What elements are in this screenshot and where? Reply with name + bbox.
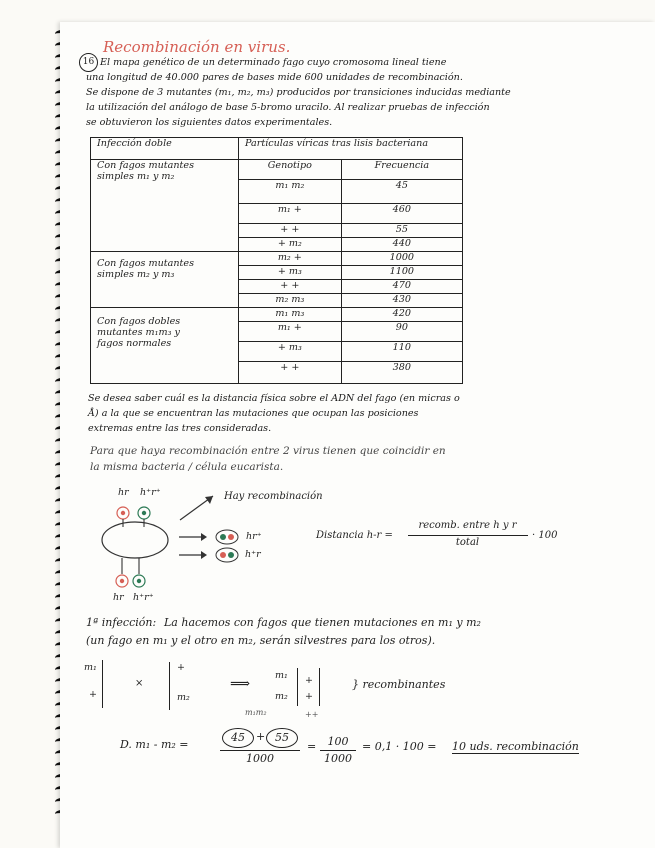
- table-cell-genotype: m₁ m₃: [239, 308, 342, 322]
- label-line: fagos normales: [97, 338, 172, 349]
- intro-line: El mapa genético de un determinado fago cuyo cromosoma lineal tiene: [100, 57, 447, 68]
- fraction-line: [320, 750, 356, 751]
- question-line: Å) a la que se encuentran las mutaciones que ocupan las posiciones: [88, 408, 419, 419]
- section-label-2: [91, 252, 239, 308]
- equation-plus: +: [256, 730, 266, 743]
- subheader-frequency: Frecuencia: [341, 160, 462, 180]
- label-line: simples m₂ y m₃: [97, 269, 175, 280]
- small-note: m₁m₂: [245, 708, 267, 717]
- diagram-top-label: h⁺r⁺: [140, 487, 161, 498]
- table-cell-genotype: m₁ m₂: [239, 180, 342, 204]
- intro-line: Se dispone de 3 mutantes (m₁, m₂, m₃) producidos por transiciones inducidas mediante: [86, 87, 511, 98]
- fraction-line: [408, 535, 528, 536]
- recombinant-virus-icon: [216, 530, 238, 562]
- data-table: [90, 137, 463, 384]
- distance-numerator: recomb. entre h y r: [418, 520, 517, 531]
- intro-line: la utilización del análogo de base 5-bromo uracilo. Al realizar pruebas de infección: [86, 102, 490, 113]
- fraction2-denominator: 1000: [324, 752, 352, 765]
- cross-arrow-icon: ⟹: [230, 676, 251, 692]
- diagram-bottom-label: hr: [113, 592, 124, 603]
- chromosome-line: [319, 668, 320, 706]
- small-note: ++: [305, 710, 319, 719]
- cross-left-top: m₁: [84, 662, 97, 673]
- label-line: mutantes m₁m₃ y: [97, 327, 180, 338]
- result-right-top: +: [305, 675, 313, 686]
- cross-middle-top: +: [177, 662, 185, 673]
- table-cell-frequency: 90: [341, 322, 462, 342]
- result-right-bottom: +: [305, 691, 313, 702]
- label-line: Con fagos dobles: [97, 316, 181, 327]
- question-line: Se desea saber cuál es la distancia física sobre el ADN del fago (en micras o: [88, 393, 460, 404]
- page-title: Recombinación en virus.: [103, 38, 291, 56]
- chromosome-line: [102, 660, 103, 708]
- cell-icon: [102, 522, 168, 558]
- fraction-line: [220, 750, 300, 751]
- question-line: extremas entre las tres consideradas.: [88, 423, 272, 434]
- table-cell-frequency: 430: [341, 294, 462, 308]
- table-cell-frequency: 55: [341, 224, 462, 238]
- diagram-top-label: hr: [118, 487, 129, 498]
- table-cell-genotype: + +: [239, 362, 342, 384]
- result-bottom: m₂: [275, 691, 288, 702]
- distance-tail: · 100: [532, 530, 558, 541]
- diagram-bottom-label: h⁺r⁺: [133, 592, 154, 603]
- fraction2-numerator: 100: [327, 735, 349, 748]
- cross-times: ×: [135, 678, 144, 689]
- equation-denominator: 1000: [246, 752, 274, 765]
- recombinants-label: } recombinantes: [352, 678, 446, 691]
- section-label-1: [91, 160, 239, 252]
- cross-left-bottom: +: [89, 689, 97, 700]
- diagram-arrow-label: Hay recombinación: [224, 491, 323, 502]
- problem-number: 16: [79, 53, 98, 72]
- intro-line: se obtuvieron los siguientes datos experimentales.: [86, 117, 333, 128]
- intro-line: una longitud de 40.000 pares de bases mide 600 unidades de recombinación.: [86, 72, 463, 83]
- table-cell-genotype: + m₃: [239, 266, 342, 280]
- table-cell-genotype: m₁ +: [239, 204, 342, 224]
- table-cell-genotype: m₁ +: [239, 322, 342, 342]
- chromosome-line: [297, 668, 298, 706]
- virus-icon: [116, 507, 150, 587]
- diagram-right-label: h⁺r: [245, 549, 261, 560]
- table-cell-genotype: m₂ m₃: [239, 294, 342, 308]
- table-cell-frequency: 440: [341, 238, 462, 252]
- table-cell-frequency: 460: [341, 204, 462, 224]
- note-line: la misma bacteria / célula eucarista.: [90, 461, 284, 473]
- note-line: Para que haya recombinación entre 2 virus tienen que coincidir en: [90, 445, 446, 457]
- result-top: m₁: [275, 670, 288, 681]
- table-cell-frequency: 45: [341, 180, 462, 204]
- distance-denominator: total: [455, 537, 480, 548]
- equation-answer: 10 uds. recombinación: [452, 740, 579, 753]
- subheader-genotype: Genotipo: [239, 160, 342, 180]
- label-line: simples m₁ y m₂: [97, 171, 175, 182]
- table-cell-frequency: 470: [341, 280, 462, 294]
- equation-lhs: D. m₁ - m₂ =: [120, 738, 189, 751]
- distance-label: Distancia h-r =: [316, 530, 393, 541]
- infection-diagram: [95, 482, 295, 592]
- equation-result: = 0,1 · 100 =: [362, 740, 437, 753]
- chromosome-line: [169, 662, 170, 710]
- table-cell-genotype: + +: [239, 280, 342, 294]
- header-infection: Infección doble: [91, 138, 239, 160]
- equation-eq: =: [307, 740, 317, 753]
- label-line: Con fagos mutantes: [97, 258, 194, 269]
- table-cell-genotype: + +: [239, 224, 342, 238]
- infection-line: La hacemos con fagos que tienen mutaciones en m₁ y m₂: [164, 616, 481, 629]
- label-line: Con fagos mutantes: [97, 160, 194, 171]
- header-particles: Partículas víricas tras lisis bacteriana: [239, 138, 463, 160]
- table-cell-genotype: + m₃: [239, 342, 342, 362]
- circled-value: 45: [222, 728, 254, 748]
- section-label-3: [91, 308, 239, 384]
- table-cell-frequency: 420: [341, 308, 462, 322]
- table-cell-frequency: 1100: [341, 266, 462, 280]
- cross-middle-bottom: m₂: [177, 692, 190, 703]
- table-cell-genotype: + m₂: [239, 238, 342, 252]
- table-cell-frequency: 1000: [341, 252, 462, 266]
- infection-line: (un fago en m₁ y el otro en m₂, serán silvestres para los otros).: [86, 634, 436, 647]
- diagram-right-label: hr⁺: [246, 531, 262, 542]
- table-cell-frequency: 110: [341, 342, 462, 362]
- infection-title: 1ª infección:: [86, 616, 157, 629]
- table-cell-genotype: m₂ +: [239, 252, 342, 266]
- circled-value: 55: [266, 728, 298, 748]
- table-cell-frequency: 380: [341, 362, 462, 384]
- arrow-icon: [179, 496, 213, 559]
